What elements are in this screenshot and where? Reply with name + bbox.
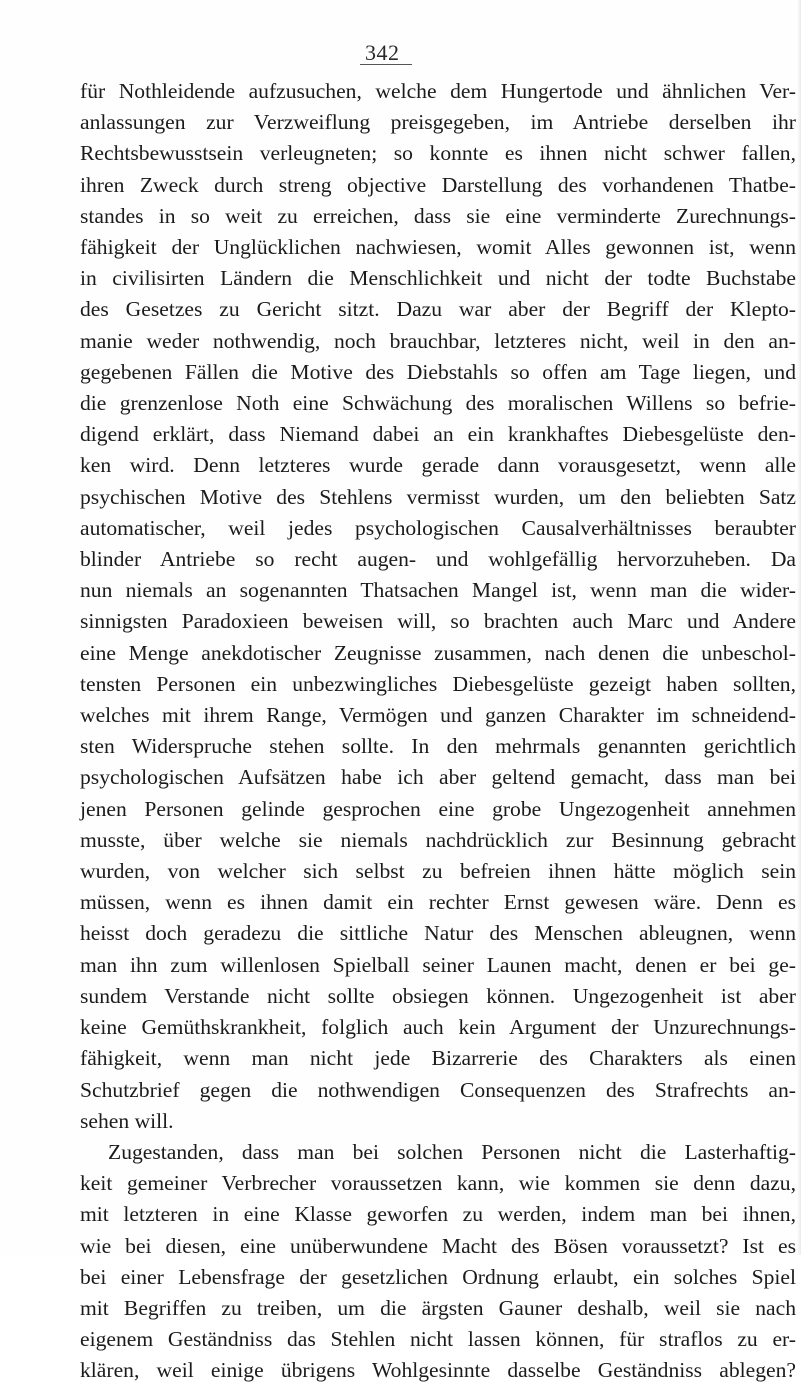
text-line: mit Begriffen zu treiben, um die ärgsten Gauner deshalb, weil sie nach bbox=[80, 1295, 796, 1320]
text-line: psychischen Motive des Stehlens vermisst wurden, um den beliebten Satz bbox=[80, 484, 796, 509]
text-line: keit gemeiner Verbrecher voraussetzen kann, wie kommen sie denn dazu, bbox=[80, 1171, 796, 1196]
text-line: man ihn zum willenlosen Spielball seiner Launen macht, denen er bei ge- bbox=[80, 952, 796, 977]
text-line: die grenzenlose Noth eine Schwächung des moralischen Willens so befrie- bbox=[80, 391, 796, 416]
text-line: in civilisirten Ländern die Menschlichkeit und nicht der todte Buchstabe bbox=[80, 266, 796, 291]
text-line: tensten Personen ein unbezwingliches Diebesgelüste gezeigt haben sollten, bbox=[80, 671, 796, 696]
text-line: sten Widerspruche stehen sollte. In den mehrmals genannten gerichtlich bbox=[80, 734, 796, 759]
text-line: psychologischen Aufsätzen habe ich aber geltend gemacht, dass man bei bbox=[80, 765, 796, 790]
text-line: musste, über welche sie niemals nachdrücklich zur Besinnung gebracht bbox=[80, 827, 796, 852]
text-line: fähigkeit, wenn man nicht jede Bizarrerie des Charakters als einen bbox=[80, 1046, 796, 1071]
text-line: bei einer Lebensfrage der gesetzlichen Ordnung erlaubt, ein solches Spiel bbox=[80, 1264, 796, 1289]
paragraph-end-line: sehen will. bbox=[80, 1108, 174, 1133]
text-line: welches mit ihrem Range, Vermögen und ganzen Charakter im schneidend- bbox=[80, 703, 796, 728]
text-line: standes in so weit zu erreichen, dass sie eine verminderte Zurechnungs- bbox=[80, 203, 796, 228]
body-text bbox=[80, 76, 796, 1387]
text-line: eigenem Geständniss das Stehlen nicht lassen können, für straflos zu er- bbox=[80, 1327, 796, 1352]
text-line: des Gesetzes zu Gericht sitzt. Dazu war aber der Begriff der Klepto- bbox=[80, 297, 796, 322]
text-line: müssen, wenn es ihnen damit ein rechter Ernst gewesen wäre. Denn es bbox=[80, 890, 796, 915]
text-line: nun niemals an sogenannten Thatsachen Mangel ist, wenn man die wider- bbox=[80, 578, 796, 603]
text-line: blinder Antriebe so recht augen- und wohlgefällig hervorzuheben. Da bbox=[80, 547, 796, 572]
text-line: Rechtsbewusstsein verleugneten; so konnte es ihnen nicht schwer fallen, bbox=[80, 141, 796, 166]
text-line: ken wird. Denn letzteres wurde gerade dann vorausgesetzt, wenn alle bbox=[80, 453, 796, 478]
text-line: digend erklärt, dass Niemand dabei an ein krankhaftes Diebesgelüste den- bbox=[80, 422, 796, 447]
text-line: wie bei diesen, eine unüberwundene Macht des Bösen voraussetzt? Ist es bbox=[80, 1233, 796, 1258]
text-line: fähigkeit der Unglücklichen nachwiesen, womit Alles gewonnen ist, wenn bbox=[80, 235, 796, 260]
text-line: sundem Verstande nicht sollte obsiegen können. Ungezogenheit ist aber bbox=[80, 983, 796, 1008]
text-line: sinnigsten Paradoxieen beweisen will, so brachten auch Marc und Andere bbox=[80, 609, 796, 634]
text-line: für Nothleidende aufzusuchen, welche dem Hungertode und ähnlichen Ver- bbox=[80, 79, 796, 103]
text-line: anlassungen zur Verzweiflung preisgegeben, im Antriebe derselben ihr bbox=[80, 110, 796, 135]
text-line: mit letzteren in eine Klasse geworfen zu werden, indem man bei ihnen, bbox=[80, 1202, 796, 1227]
page-number: 342 bbox=[365, 40, 400, 65]
text-line: manie weder nothwendig, noch brauchbar, letzteres nicht, weil in den an- bbox=[80, 328, 796, 353]
text-line: eine Menge anekdotischer Zeugnisse zusammen, nach denen die unbeschol- bbox=[80, 640, 796, 665]
text-line: Schutzbrief gegen die nothwendigen Consequenzen des Strafrechts an- bbox=[80, 1077, 796, 1102]
text-line: automatischer, weil jedes psychologischen Causalverhältnisses beraubter bbox=[80, 515, 796, 540]
text-line: ihren Zweck durch streng objective Darstellung des vorhandenen Thatbe- bbox=[80, 172, 796, 197]
text-line: keine Gemüthskrankheit, folglich auch kein Argument der Unzurechnungs- bbox=[80, 1015, 796, 1040]
text-line: heisst doch geradezu die sittliche Natur des Menschen ableugnen, wenn bbox=[80, 921, 796, 946]
text-line: klären, weil einige übrigens Wohlgesinnte dasselbe Geständniss ablegen? bbox=[80, 1358, 796, 1383]
text-line: jenen Personen gelinde gesprochen eine grobe Ungezogenheit annehmen bbox=[80, 796, 796, 821]
text-line: wurden, von welcher sich selbst zu befreien ihnen hätte möglich sein bbox=[80, 859, 796, 884]
page-edge-shadow bbox=[797, 0, 801, 1255]
page-number-rule bbox=[360, 64, 412, 65]
paragraph-start-line: Zugestanden, dass man bei solchen Personen nicht die Lasterhaftig- bbox=[108, 1139, 796, 1164]
text-line: gegebenen Fällen die Motive des Diebstahls so offen am Tage liegen, und bbox=[80, 359, 796, 384]
